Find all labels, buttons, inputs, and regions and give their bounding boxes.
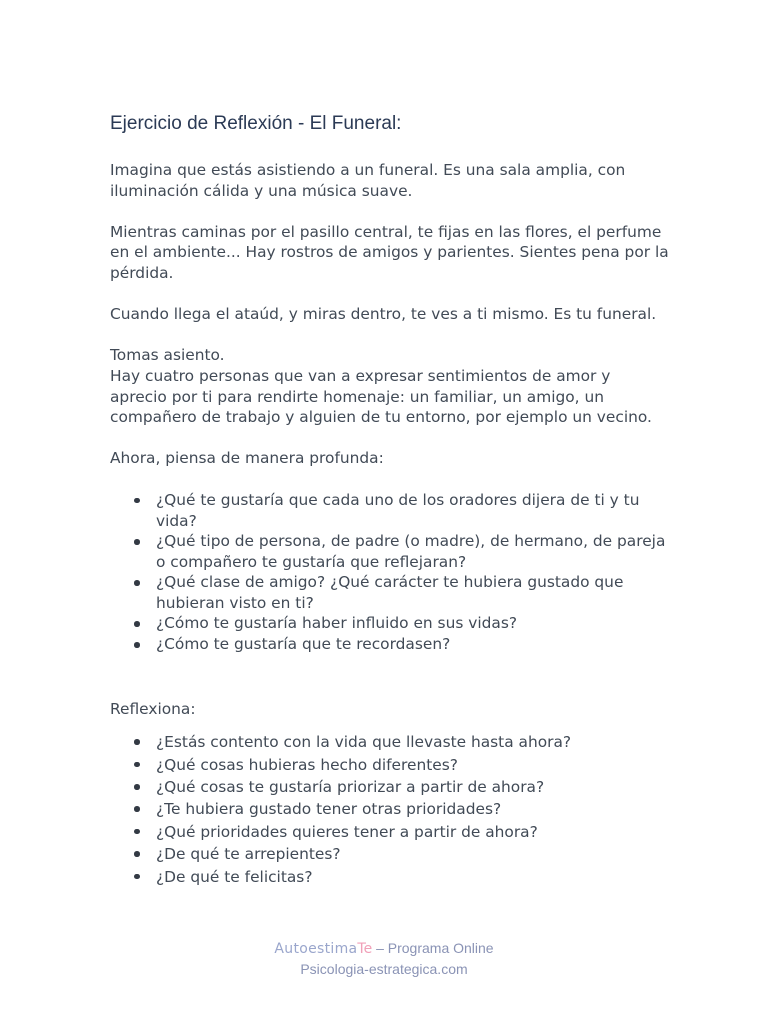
list-item: ¿Estás contento con la vida que llevaste hasta ahora? (156, 731, 670, 753)
list-item: ¿Qué prioridades quieres tener a partir de ahora? (156, 821, 670, 843)
brand-accent: Te (357, 941, 373, 957)
paragraph-intro: Imagina que estás asistiendo a un funeral. Es una sala amplia, con iluminación cálida y una música suave. (110, 161, 626, 200)
footer-brand-line (0, 938, 768, 959)
document-body (110, 160, 670, 888)
paragraph-think: Ahora, piensa de manera profunda: (110, 449, 384, 468)
list-item: ¿De qué te arrepientes? (156, 843, 670, 865)
document-title: Ejercicio de Reflexión - El Funeral: (110, 113, 402, 134)
list-item: ¿Cómo te gustaría haber influido en sus vidas? (156, 613, 670, 634)
footer-website[interactable]: Psicologia-estrategica.com (300, 961, 468, 977)
list-item: ¿De qué te felicitas? (156, 866, 670, 888)
list-item: ¿Cómo te gustaría que te recordasen? (156, 634, 670, 655)
questions-list (110, 490, 670, 655)
list-item: ¿Qué cosas hubieras hecho diferentes? (156, 754, 670, 776)
list-item: ¿Qué te gustaría que cada uno de los oradores dijera de ti y tu vida? (156, 490, 670, 531)
paragraph-coffin: Cuando llega el ataúd, y miras dentro, te ves a ti mismo. Es tu funeral. (110, 305, 657, 324)
reflections-list (110, 731, 670, 888)
paragraph-speakers: Hay cuatro personas que van a expresar sentimientos de amor y aprecio por ti para rendirte homenaje: un familiar, un amigo, un compañero de trabajo y alguien de tu entorno, por ejemplo un vecino. (110, 366, 652, 427)
paragraph-seat: Tomas asiento. (110, 346, 225, 365)
list-item: ¿Qué clase de amigo? ¿Qué carácter te hubiera gustado que hubieran visto en ti? (156, 572, 670, 613)
list-item: ¿Te hubiera gustado tener otras prioridades? (156, 798, 670, 820)
list-item: ¿Qué cosas te gustaría priorizar a partir de ahora? (156, 776, 670, 798)
footer-tagline: – Programa Online (372, 940, 494, 956)
brand-name: Autoestima (274, 941, 358, 957)
paragraph-corridor: Mientras caminas por el pasillo central, te fijas en las flores, el perfume en el ambiente... Hay rostros de amigos y parientes. Sientes pena por la pérdida. (110, 222, 669, 282)
page-footer (0, 938, 768, 979)
list-item: ¿Qué tipo de persona, de padre (o madre), de hermano, de pareja o compañero te gustaría que reflejaran? (156, 531, 670, 572)
reflect-label: Reflexiona: (110, 699, 196, 718)
